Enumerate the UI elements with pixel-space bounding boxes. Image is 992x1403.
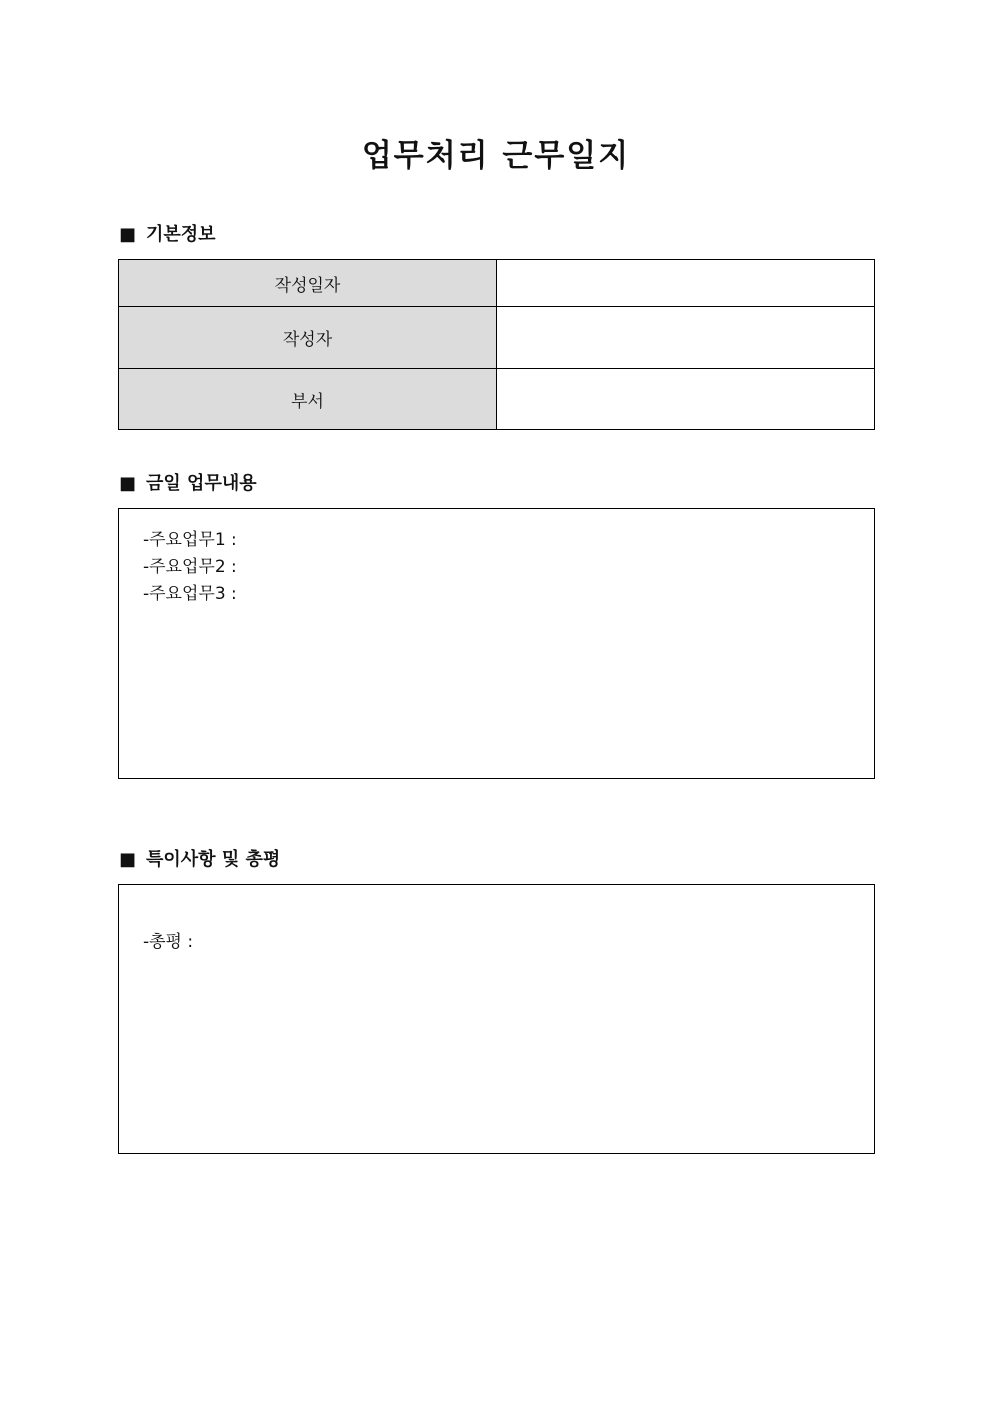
- value-cell-author[interactable]: [497, 307, 875, 369]
- label-cell-author: 작성자: [119, 307, 497, 369]
- table-row: [119, 260, 875, 307]
- section-title: 금일 업무내용: [146, 473, 257, 494]
- section-title: 기본정보: [146, 224, 216, 245]
- basic-info-table: [118, 259, 875, 430]
- label-cell-date: 작성일자: [119, 260, 497, 307]
- list-item: -주요업무3 :: [143, 584, 237, 604]
- value-cell-date[interactable]: [497, 260, 875, 307]
- notes-box[interactable]: [118, 884, 875, 1154]
- document-title: 업무처리 근무일지: [361, 138, 631, 174]
- square-bullet-icon: ■: [119, 224, 137, 245]
- table-row: [119, 307, 875, 369]
- section-title: 특이사항 및 총평: [146, 849, 281, 870]
- section-heading-basic-info: [119, 222, 216, 248]
- square-bullet-icon: ■: [119, 849, 137, 870]
- value-cell-department[interactable]: [497, 369, 875, 430]
- section-heading-notes: [119, 847, 280, 873]
- square-bullet-icon: ■: [119, 473, 137, 494]
- notes-lines: [143, 929, 193, 956]
- today-work-lines: [143, 527, 237, 608]
- list-item: -총평 :: [143, 932, 194, 952]
- list-item: -주요업무2 :: [143, 557, 237, 577]
- label-cell-department: 부서: [119, 369, 497, 430]
- today-work-box[interactable]: [118, 508, 875, 779]
- table-row: [119, 369, 875, 430]
- list-item: -주요업무1 :: [143, 530, 237, 550]
- section-heading-today-work: [119, 471, 257, 497]
